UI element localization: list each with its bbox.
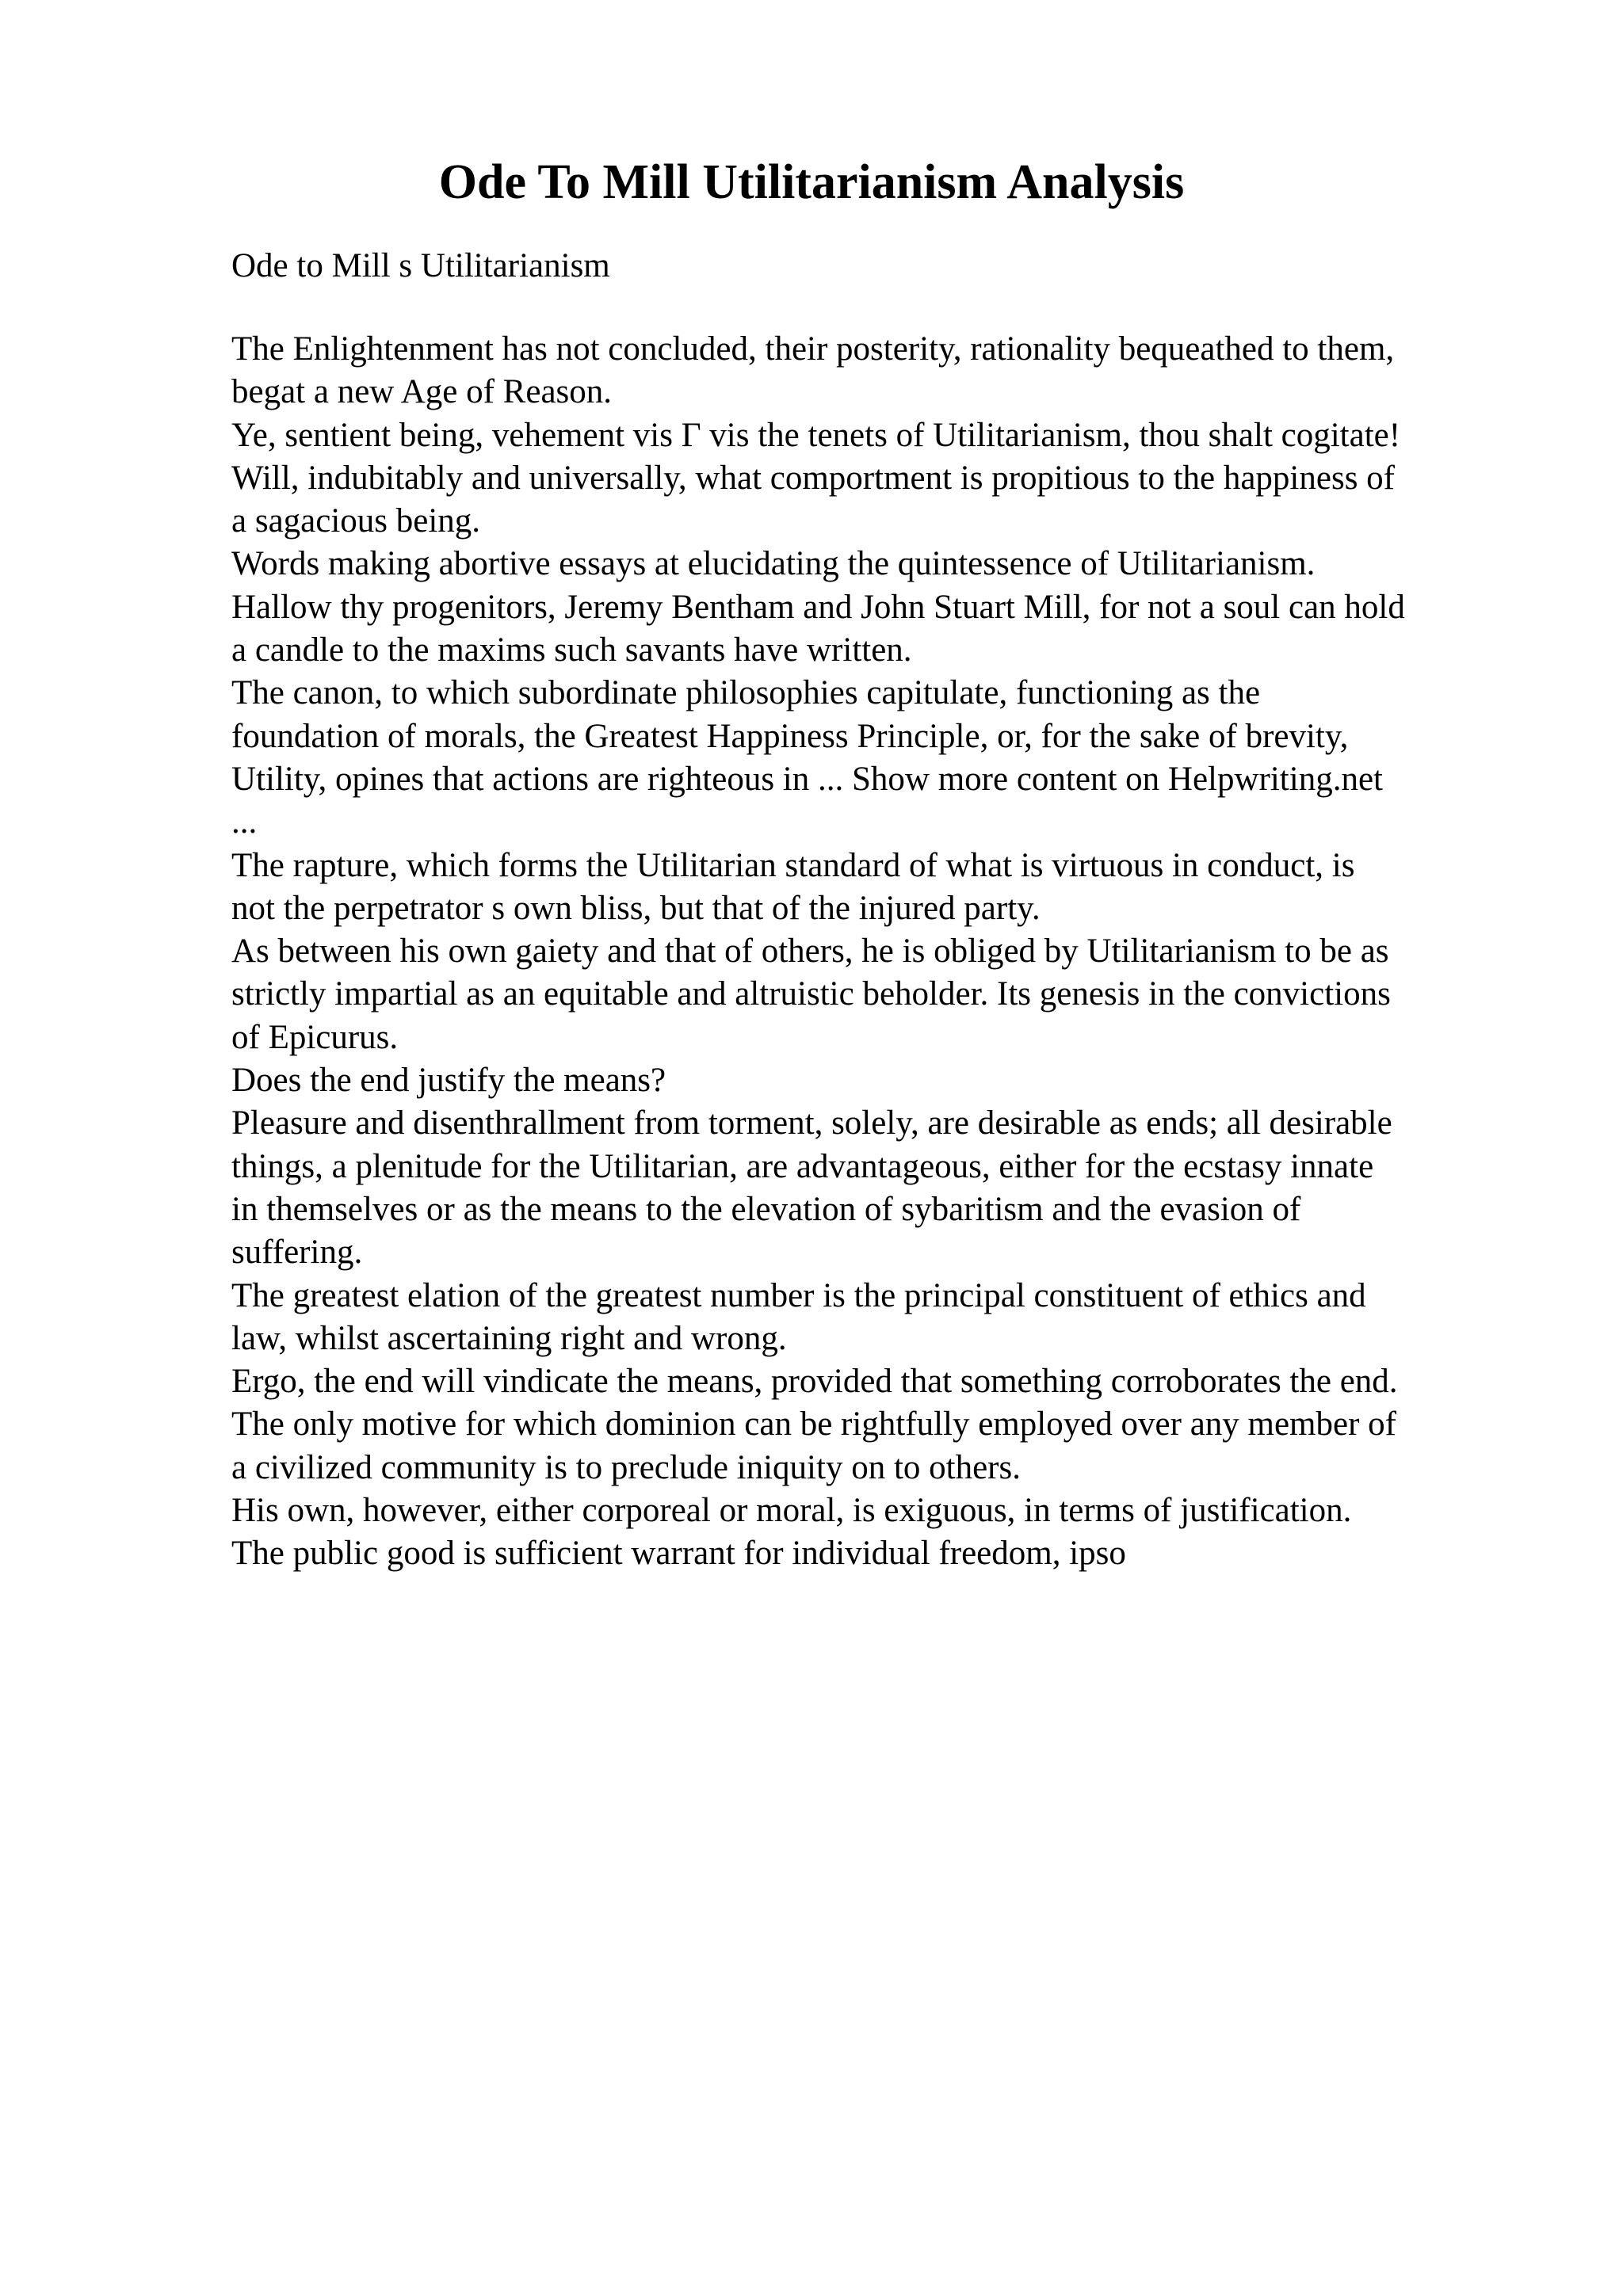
body-line: suffering. xyxy=(231,1234,363,1272)
document-title: Ode To Mill Utilitarianism Analysis xyxy=(438,155,1185,209)
body-line: strictly impartial as an equitable and altruistic beholder. Its genesis in the convictions xyxy=(231,975,1391,1013)
body-line: Utility, opines that actions are righteous in ... Show more content on Helpwriting.net xyxy=(231,760,1383,798)
body-line: Words making abortive essays at elucidating the quintessence of Utilitarianism. xyxy=(231,545,1316,583)
body-line: Does the end justify the means? xyxy=(231,1062,666,1100)
body-line: The only motive for which dominion can be rightfully employed over any member of xyxy=(231,1405,1396,1444)
document-subtitle: Ode to Mill s Utilitarianism xyxy=(231,247,610,284)
body-line: Ye, sentient being, vehement vis Г vis the tenets of Utilitarianism, thou shalt cogitate! xyxy=(231,416,1401,454)
body-line: ... xyxy=(231,803,258,841)
body-line: a candle to the maxims such savants have written. xyxy=(231,631,912,669)
body-line: Hallow thy progenitors, Jeremy Bentham and John Stuart Mill, for not a soul can hold xyxy=(231,588,1405,626)
body-line: Pleasure and disenthrallment from torment, solely, are desirable as ends; all desirable xyxy=(231,1104,1392,1142)
body-line: begat a new Age of Reason. xyxy=(231,373,613,411)
body-line: The public good is sufficient warrant for individual freedom, ipso xyxy=(231,1535,1126,1573)
body-line: The Enlightenment has not concluded, their posterity, rationality bequeathed to them, xyxy=(231,330,1395,368)
body-line: His own, however, either corporeal or moral, is exiguous, in terms of justification. xyxy=(231,1492,1352,1530)
body-line: The rapture, which forms the Utilitarian standard of what is virtuous in conduct, is xyxy=(231,846,1355,884)
body-line: in themselves or as the means to the elevation of sybaritism and the evasion of xyxy=(231,1190,1301,1228)
body-line: not the perpetrator s own bliss, but that of the injured party. xyxy=(231,889,1041,927)
body-line: a sagacious being. xyxy=(231,502,481,540)
body-line: Will, indubitably and universally, what comportment is propitious to the happiness of xyxy=(231,459,1396,497)
body-line: law, whilst ascertaining right and wrong. xyxy=(231,1319,787,1357)
document-body xyxy=(231,328,1515,1576)
body-line: The greatest elation of the greatest number is the principal constituent of ethics and xyxy=(231,1276,1366,1314)
body-line: things, a plenitude for the Utilitarian, are advantageous, either for the ecstasy innate xyxy=(231,1147,1374,1185)
body-line: a civilized community is to preclude iniquity on to others. xyxy=(231,1448,1021,1486)
body-line: of Epicurus. xyxy=(231,1018,399,1056)
body-line: As between his own gaiety and that of others, he is obliged by Utilitarianism to be as xyxy=(231,933,1389,971)
body-line: Ergo, the end will vindicate the means, provided that something corroborates the end. xyxy=(231,1363,1398,1401)
body-line: foundation of morals, the Greatest Happiness Principle, or, for the sake of brevity, xyxy=(231,717,1349,755)
body-line: The canon, to which subordinate philosophies capitulate, functioning as the xyxy=(231,674,1261,712)
